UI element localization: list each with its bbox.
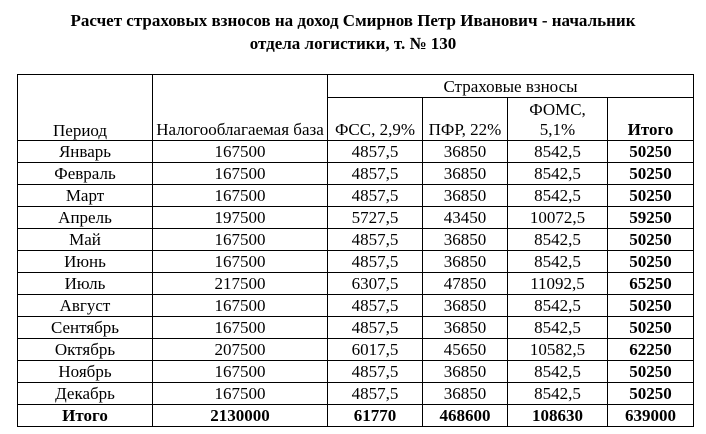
table-row	[18, 383, 694, 405]
month-cell: Март	[18, 185, 153, 207]
month-cell: Ноябрь	[18, 361, 153, 383]
total-cell: 50250	[608, 295, 694, 317]
month-cell: Май	[18, 229, 153, 251]
fss-cell: 4857,5	[328, 185, 423, 207]
month-cell: Октябрь	[18, 339, 153, 361]
header-taxable-base: Налогооблагаемая база	[153, 75, 328, 141]
foms-cell: 10072,5	[508, 207, 608, 229]
header-fss: ФСС, 2,9%	[328, 98, 423, 141]
pfr-cell: 47850	[423, 273, 508, 295]
total-cell: 50250	[608, 383, 694, 405]
table-body	[18, 141, 694, 405]
pfr-cell: 36850	[423, 251, 508, 273]
totals-fss: 61770	[328, 405, 423, 427]
table-row	[18, 317, 694, 339]
taxable-base-cell: 217500	[153, 273, 328, 295]
pfr-cell: 36850	[423, 141, 508, 163]
pfr-cell: 36850	[423, 295, 508, 317]
table-row	[18, 229, 694, 251]
taxable-base-cell: 167500	[153, 383, 328, 405]
total-cell: 50250	[608, 361, 694, 383]
fss-cell: 4857,5	[328, 295, 423, 317]
taxable-base-cell: 167500	[153, 141, 328, 163]
foms-cell: 8542,5	[508, 383, 608, 405]
totals-total: 639000	[608, 405, 694, 427]
taxable-base-cell: 167500	[153, 317, 328, 339]
month-cell: Февраль	[18, 163, 153, 185]
taxable-base-cell: 167500	[153, 361, 328, 383]
month-cell: Июнь	[18, 251, 153, 273]
month-cell: Август	[18, 295, 153, 317]
table-row	[18, 141, 694, 163]
header-total: Итого	[608, 98, 694, 141]
pfr-cell: 45650	[423, 339, 508, 361]
table-row	[18, 361, 694, 383]
fss-cell: 6307,5	[328, 273, 423, 295]
fss-cell: 4857,5	[328, 251, 423, 273]
foms-cell: 8542,5	[508, 295, 608, 317]
pfr-cell: 36850	[423, 317, 508, 339]
fss-cell: 5727,5	[328, 207, 423, 229]
title-line-2: отдела логистики, т. № 130	[249, 34, 457, 53]
table-row	[18, 207, 694, 229]
total-cell: 65250	[608, 273, 694, 295]
fss-cell: 4857,5	[328, 229, 423, 251]
totals-base: 2130000	[153, 405, 328, 427]
month-cell: Июль	[18, 273, 153, 295]
table-row	[18, 163, 694, 185]
header-period: Период	[18, 75, 153, 141]
table-row	[18, 295, 694, 317]
foms-cell: 8542,5	[508, 163, 608, 185]
pfr-cell: 36850	[423, 163, 508, 185]
table-row	[18, 185, 694, 207]
foms-cell: 10582,5	[508, 339, 608, 361]
taxable-base-cell: 207500	[153, 339, 328, 361]
table-row	[18, 251, 694, 273]
pfr-cell: 36850	[423, 383, 508, 405]
total-cell: 50250	[608, 141, 694, 163]
total-cell: 62250	[608, 339, 694, 361]
fss-cell: 4857,5	[328, 141, 423, 163]
header-row-group	[18, 75, 694, 98]
foms-cell: 8542,5	[508, 251, 608, 273]
month-cell: Декабрь	[18, 383, 153, 405]
fss-cell: 4857,5	[328, 163, 423, 185]
total-cell: 50250	[608, 163, 694, 185]
taxable-base-cell: 167500	[153, 295, 328, 317]
totals-label: Итого	[18, 405, 153, 427]
table-row-totals	[18, 405, 694, 427]
pfr-cell: 36850	[423, 229, 508, 251]
month-cell: Апрель	[18, 207, 153, 229]
total-cell: 50250	[608, 251, 694, 273]
taxable-base-cell: 167500	[153, 251, 328, 273]
month-cell: Сентябрь	[18, 317, 153, 339]
insurance-table	[17, 74, 694, 427]
totals-pfr: 468600	[423, 405, 508, 427]
title-line-1: Расчет страховых взносов на доход Смирнов Петр Иванович - начальник	[70, 11, 636, 30]
taxable-base-cell: 167500	[153, 229, 328, 251]
total-cell: 50250	[608, 185, 694, 207]
pfr-cell: 36850	[423, 361, 508, 383]
header-insurance-contributions: Страховые взносы	[328, 75, 694, 98]
taxable-base-cell: 197500	[153, 207, 328, 229]
foms-cell: 11092,5	[508, 273, 608, 295]
foms-cell: 8542,5	[508, 361, 608, 383]
fss-cell: 4857,5	[328, 361, 423, 383]
taxable-base-cell: 167500	[153, 185, 328, 207]
totals-foms: 108630	[508, 405, 608, 427]
pfr-cell: 43450	[423, 207, 508, 229]
fss-cell: 4857,5	[328, 383, 423, 405]
total-cell: 50250	[608, 229, 694, 251]
taxable-base-cell: 167500	[153, 163, 328, 185]
header-pfr: ПФР, 22%	[423, 98, 508, 141]
pfr-cell: 36850	[423, 185, 508, 207]
header-foms: ФОМС, 5,1%	[508, 98, 608, 141]
fss-cell: 6017,5	[328, 339, 423, 361]
total-cell: 50250	[608, 317, 694, 339]
foms-cell: 8542,5	[508, 317, 608, 339]
foms-cell: 8542,5	[508, 185, 608, 207]
document-title	[0, 9, 706, 55]
total-cell: 59250	[608, 207, 694, 229]
table-row	[18, 339, 694, 361]
table-row	[18, 273, 694, 295]
month-cell: Январь	[18, 141, 153, 163]
foms-cell: 8542,5	[508, 141, 608, 163]
foms-cell: 8542,5	[508, 229, 608, 251]
fss-cell: 4857,5	[328, 317, 423, 339]
